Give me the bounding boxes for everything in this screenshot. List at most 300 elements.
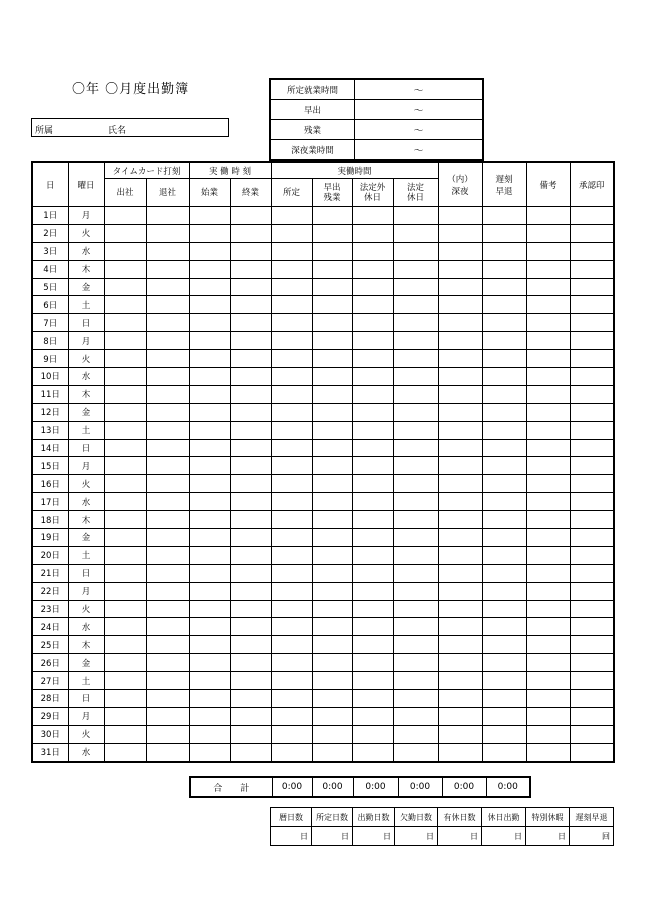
entry-cell[interactable] [570,707,614,725]
entry-cell[interactable] [189,546,230,564]
entry-cell[interactable] [352,439,393,457]
entry-cell[interactable] [189,421,230,439]
entry-cell[interactable] [189,743,230,761]
entry-cell[interactable] [230,493,271,511]
entry-cell[interactable] [146,242,189,260]
entry-cell[interactable] [312,350,352,368]
entry-cell[interactable] [482,207,526,225]
entry-cell[interactable] [312,654,352,672]
entry-cell[interactable] [526,457,570,475]
entry-cell[interactable] [230,707,271,725]
entry-cell[interactable] [482,654,526,672]
entry-cell[interactable] [271,332,312,350]
entry-cell[interactable] [352,368,393,386]
entry-cell[interactable] [570,672,614,690]
entry-cell[interactable] [393,743,438,761]
entry-cell[interactable] [352,707,393,725]
entry-cell[interactable] [230,439,271,457]
summary-value[interactable]: 回 [570,827,614,846]
entry-cell[interactable] [570,350,614,368]
entry-cell[interactable] [312,493,352,511]
entry-cell[interactable] [312,600,352,618]
entry-cell[interactable] [526,207,570,225]
entry-cell[interactable] [230,350,271,368]
entry-cell[interactable] [230,475,271,493]
entry-cell[interactable] [393,725,438,743]
entry-cell[interactable] [271,511,312,529]
summary-value[interactable]: 日 [353,827,395,846]
entry-cell[interactable] [189,511,230,529]
entry-cell[interactable] [146,546,189,564]
entry-cell[interactable] [271,368,312,386]
entry-cell[interactable] [230,314,271,332]
entry-cell[interactable] [104,278,146,296]
entry-cell[interactable] [230,207,271,225]
entry-cell[interactable] [393,314,438,332]
entry-cell[interactable] [393,439,438,457]
entry-cell[interactable] [526,582,570,600]
entry-cell[interactable] [230,224,271,242]
entry-cell[interactable] [526,260,570,278]
entry-cell[interactable] [438,260,482,278]
entry-cell[interactable] [438,672,482,690]
entry-cell[interactable] [438,475,482,493]
entry-cell[interactable] [189,314,230,332]
entry-cell[interactable] [570,368,614,386]
entry-cell[interactable] [482,457,526,475]
entry-cell[interactable] [312,636,352,654]
entry-cell[interactable] [312,457,352,475]
entry-cell[interactable] [570,457,614,475]
entry-cell[interactable] [312,332,352,350]
entry-cell[interactable] [438,564,482,582]
entry-cell[interactable] [438,529,482,547]
entry-cell[interactable] [271,421,312,439]
entry-cell[interactable] [146,493,189,511]
entry-cell[interactable] [482,314,526,332]
entry-cell[interactable] [438,618,482,636]
entry-cell[interactable] [526,350,570,368]
entry-cell[interactable] [352,564,393,582]
entry-cell[interactable] [570,725,614,743]
entry-cell[interactable] [271,242,312,260]
entry-cell[interactable] [271,636,312,654]
entry-cell[interactable] [104,296,146,314]
entry-cell[interactable] [482,600,526,618]
entry-cell[interactable] [104,690,146,708]
entry-cell[interactable] [230,368,271,386]
entry-cell[interactable] [570,475,614,493]
entry-cell[interactable] [146,582,189,600]
entry-cell[interactable] [104,546,146,564]
entry-cell[interactable] [312,439,352,457]
entry-cell[interactable] [189,224,230,242]
entry-cell[interactable] [438,224,482,242]
entry-cell[interactable] [104,493,146,511]
entry-cell[interactable] [570,690,614,708]
entry-cell[interactable] [189,618,230,636]
entry-cell[interactable] [438,654,482,672]
entry-cell[interactable] [104,350,146,368]
entry-cell[interactable] [438,582,482,600]
entry-cell[interactable] [570,207,614,225]
entry-cell[interactable] [189,350,230,368]
entry-cell[interactable] [352,618,393,636]
summary-value[interactable]: 日 [312,827,353,846]
entry-cell[interactable] [230,600,271,618]
entry-cell[interactable] [271,224,312,242]
entry-cell[interactable] [104,743,146,761]
entry-cell[interactable] [438,439,482,457]
entry-cell[interactable] [230,403,271,421]
entry-cell[interactable] [393,350,438,368]
summary-value[interactable]: 日 [438,827,482,846]
entry-cell[interactable] [189,207,230,225]
entry-cell[interactable] [393,493,438,511]
entry-cell[interactable] [438,511,482,529]
entry-cell[interactable] [438,493,482,511]
entry-cell[interactable] [526,564,570,582]
entry-cell[interactable] [526,224,570,242]
entry-cell[interactable] [271,385,312,403]
entry-cell[interactable] [104,529,146,547]
entry-cell[interactable] [271,582,312,600]
entry-cell[interactable] [482,278,526,296]
entry-cell[interactable] [438,314,482,332]
entry-cell[interactable] [146,636,189,654]
entry-cell[interactable] [146,350,189,368]
entry-cell[interactable] [438,385,482,403]
entry-cell[interactable] [189,260,230,278]
entry-cell[interactable] [230,511,271,529]
entry-cell[interactable] [438,546,482,564]
entry-cell[interactable] [393,403,438,421]
entry-cell[interactable] [393,600,438,618]
entry-cell[interactable] [352,421,393,439]
entry-cell[interactable] [312,618,352,636]
entry-cell[interactable] [570,636,614,654]
entry-cell[interactable] [526,743,570,761]
entry-cell[interactable] [230,546,271,564]
entry-cell[interactable] [312,743,352,761]
entry-cell[interactable] [104,636,146,654]
entry-cell[interactable] [438,296,482,314]
entry-cell[interactable] [352,296,393,314]
entry-cell[interactable] [230,296,271,314]
entry-cell[interactable] [104,368,146,386]
entry-cell[interactable] [271,493,312,511]
entry-cell[interactable] [104,385,146,403]
entry-cell[interactable] [482,618,526,636]
entry-cell[interactable] [189,278,230,296]
entry-cell[interactable] [352,582,393,600]
entry-cell[interactable] [312,546,352,564]
entry-cell[interactable] [146,690,189,708]
entry-cell[interactable] [146,600,189,618]
entry-cell[interactable] [352,475,393,493]
entry-cell[interactable] [570,743,614,761]
entry-cell[interactable] [570,582,614,600]
entry-cell[interactable] [526,707,570,725]
entry-cell[interactable] [482,743,526,761]
entry-cell[interactable] [526,385,570,403]
entry-cell[interactable] [104,403,146,421]
entry-cell[interactable] [312,224,352,242]
entry-cell[interactable] [312,672,352,690]
entry-cell[interactable] [271,296,312,314]
entry-cell[interactable] [570,546,614,564]
entry-cell[interactable] [352,403,393,421]
entry-cell[interactable] [352,332,393,350]
entry-cell[interactable] [526,672,570,690]
entry-cell[interactable] [526,529,570,547]
entry-cell[interactable] [189,582,230,600]
entry-cell[interactable] [146,743,189,761]
entry-cell[interactable] [271,707,312,725]
entry-cell[interactable] [312,421,352,439]
entry-cell[interactable] [526,332,570,350]
entry-cell[interactable] [570,385,614,403]
entry-cell[interactable] [230,529,271,547]
entry-cell[interactable] [352,314,393,332]
entry-cell[interactable] [438,457,482,475]
entry-cell[interactable] [104,332,146,350]
entry-cell[interactable] [312,207,352,225]
entry-cell[interactable] [146,529,189,547]
entry-cell[interactable] [570,439,614,457]
entry-cell[interactable] [146,439,189,457]
entry-cell[interactable] [352,457,393,475]
entry-cell[interactable] [312,725,352,743]
entry-cell[interactable] [104,672,146,690]
entry-cell[interactable] [230,725,271,743]
entry-cell[interactable] [352,654,393,672]
entry-cell[interactable] [230,421,271,439]
entry-cell[interactable] [526,403,570,421]
entry-cell[interactable] [146,475,189,493]
entry-cell[interactable] [312,314,352,332]
entry-cell[interactable] [312,296,352,314]
entry-cell[interactable] [189,654,230,672]
entry-cell[interactable] [482,636,526,654]
entry-cell[interactable] [146,672,189,690]
entry-cell[interactable] [104,582,146,600]
entry-cell[interactable] [438,350,482,368]
entry-cell[interactable] [482,672,526,690]
entry-cell[interactable] [104,725,146,743]
entry-cell[interactable] [230,654,271,672]
entry-cell[interactable] [104,707,146,725]
entry-cell[interactable] [393,260,438,278]
entry-cell[interactable] [352,690,393,708]
entry-cell[interactable] [526,314,570,332]
entry-cell[interactable] [104,439,146,457]
entry-cell[interactable] [393,582,438,600]
entry-cell[interactable] [570,654,614,672]
entry-cell[interactable] [526,654,570,672]
entry-cell[interactable] [393,242,438,260]
entry-cell[interactable] [570,600,614,618]
entry-cell[interactable] [570,242,614,260]
entry-cell[interactable] [146,707,189,725]
entry-cell[interactable] [352,636,393,654]
entry-cell[interactable] [189,690,230,708]
entry-cell[interactable] [526,546,570,564]
entry-cell[interactable] [526,421,570,439]
entry-cell[interactable] [271,475,312,493]
entry-cell[interactable] [438,278,482,296]
entry-cell[interactable] [438,743,482,761]
entry-cell[interactable] [482,403,526,421]
entry-cell[interactable] [146,385,189,403]
entry-cell[interactable] [393,672,438,690]
hours-range[interactable]: ～ [355,79,484,100]
entry-cell[interactable] [393,618,438,636]
entry-cell[interactable] [146,332,189,350]
entry-cell[interactable] [189,439,230,457]
entry-cell[interactable] [312,707,352,725]
entry-cell[interactable] [146,368,189,386]
entry-cell[interactable] [146,421,189,439]
entry-cell[interactable] [146,654,189,672]
entry-cell[interactable] [393,564,438,582]
entry-cell[interactable] [570,529,614,547]
entry-cell[interactable] [104,260,146,278]
entry-cell[interactable] [352,207,393,225]
entry-cell[interactable] [189,385,230,403]
entry-cell[interactable] [271,672,312,690]
entry-cell[interactable] [352,350,393,368]
entry-cell[interactable] [570,314,614,332]
entry-cell[interactable] [393,475,438,493]
entry-cell[interactable] [146,403,189,421]
entry-cell[interactable] [352,385,393,403]
entry-cell[interactable] [482,690,526,708]
entry-cell[interactable] [104,654,146,672]
entry-cell[interactable] [393,457,438,475]
entry-cell[interactable] [482,725,526,743]
entry-cell[interactable] [570,278,614,296]
entry-cell[interactable] [312,368,352,386]
entry-cell[interactable] [189,672,230,690]
entry-cell[interactable] [271,457,312,475]
entry-cell[interactable] [482,260,526,278]
entry-cell[interactable] [146,224,189,242]
entry-cell[interactable] [393,546,438,564]
entry-cell[interactable] [271,260,312,278]
entry-cell[interactable] [482,439,526,457]
entry-cell[interactable] [482,475,526,493]
entry-cell[interactable] [312,511,352,529]
entry-cell[interactable] [271,690,312,708]
entry-cell[interactable] [146,314,189,332]
entry-cell[interactable] [438,600,482,618]
entry-cell[interactable] [189,296,230,314]
entry-cell[interactable] [526,296,570,314]
entry-cell[interactable] [438,421,482,439]
entry-cell[interactable] [146,618,189,636]
entry-cell[interactable] [271,207,312,225]
entry-cell[interactable] [146,457,189,475]
entry-cell[interactable] [352,743,393,761]
entry-cell[interactable] [393,511,438,529]
entry-cell[interactable] [230,582,271,600]
entry-cell[interactable] [312,385,352,403]
entry-cell[interactable] [271,403,312,421]
entry-cell[interactable] [393,224,438,242]
entry-cell[interactable] [526,493,570,511]
entry-cell[interactable] [189,707,230,725]
entry-cell[interactable] [189,368,230,386]
entry-cell[interactable] [438,332,482,350]
entry-cell[interactable] [230,385,271,403]
entry-cell[interactable] [393,296,438,314]
entry-cell[interactable] [146,725,189,743]
entry-cell[interactable] [104,314,146,332]
entry-cell[interactable] [526,725,570,743]
entry-cell[interactable] [438,368,482,386]
entry-cell[interactable] [438,207,482,225]
entry-cell[interactable] [570,332,614,350]
entry-cell[interactable] [271,314,312,332]
entry-cell[interactable] [146,296,189,314]
entry-cell[interactable] [230,672,271,690]
entry-cell[interactable] [271,600,312,618]
hours-range[interactable]: ～ [355,100,484,120]
entry-cell[interactable] [570,493,614,511]
entry-cell[interactable] [104,618,146,636]
entry-cell[interactable] [104,511,146,529]
entry-cell[interactable] [312,278,352,296]
entry-cell[interactable] [352,493,393,511]
entry-cell[interactable] [482,546,526,564]
entry-cell[interactable] [438,707,482,725]
entry-cell[interactable] [526,368,570,386]
entry-cell[interactable] [230,743,271,761]
entry-cell[interactable] [189,457,230,475]
summary-value[interactable]: 日 [526,827,570,846]
entry-cell[interactable] [189,564,230,582]
entry-cell[interactable] [393,385,438,403]
entry-cell[interactable] [189,600,230,618]
entry-cell[interactable] [230,278,271,296]
entry-cell[interactable] [312,260,352,278]
entry-cell[interactable] [230,618,271,636]
entry-cell[interactable] [146,260,189,278]
entry-cell[interactable] [570,421,614,439]
entry-cell[interactable] [438,725,482,743]
entry-cell[interactable] [482,242,526,260]
entry-cell[interactable] [230,260,271,278]
entry-cell[interactable] [189,636,230,654]
entry-cell[interactable] [482,368,526,386]
entry-cell[interactable] [482,332,526,350]
entry-cell[interactable] [271,546,312,564]
entry-cell[interactable] [352,600,393,618]
entry-cell[interactable] [570,296,614,314]
entry-cell[interactable] [438,403,482,421]
entry-cell[interactable] [526,600,570,618]
entry-cell[interactable] [104,600,146,618]
entry-cell[interactable] [189,403,230,421]
entry-cell[interactable] [146,207,189,225]
entry-cell[interactable] [482,707,526,725]
entry-cell[interactable] [230,242,271,260]
entry-cell[interactable] [482,350,526,368]
entry-cell[interactable] [393,368,438,386]
entry-cell[interactable] [104,207,146,225]
entry-cell[interactable] [104,475,146,493]
